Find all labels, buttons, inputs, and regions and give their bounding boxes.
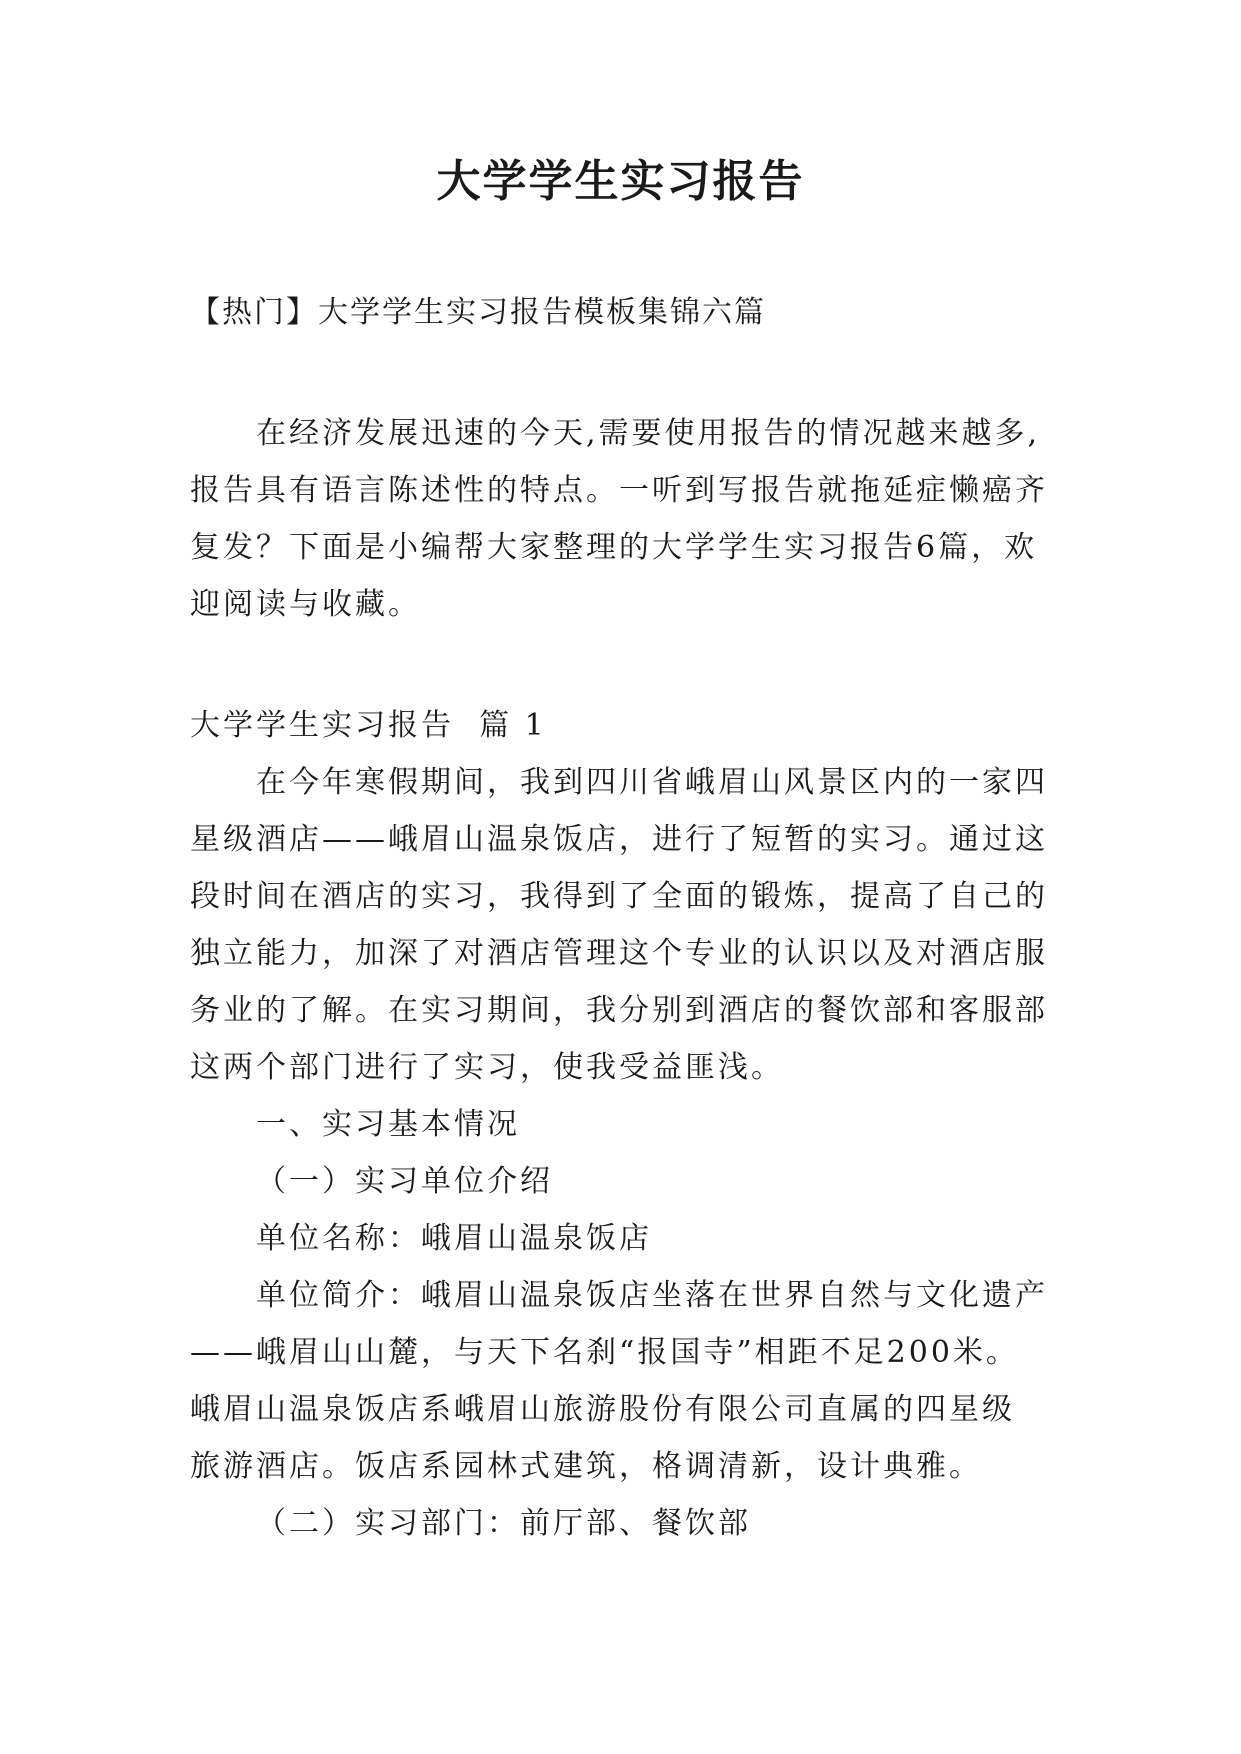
intro-paragraph (190, 405, 1060, 633)
intro-line: 迎阅读与收藏。 (190, 587, 421, 622)
paragraph-line: 段时间在酒店的实习，我得到了全面的锻炼，提高了自己的 (190, 879, 1048, 914)
intro-line: 报告具有语言陈述性的特点。一听到写报告就拖延症懒癌齐 (190, 473, 1048, 508)
intro-line: 在经济发展迅速的今天,需要使用报告的情况越来越多, (256, 416, 1041, 451)
paragraph-line: 这两个部门进行了实习，使我受益匪浅。 (190, 1050, 784, 1085)
paragraph-line: 独立能力，加深了对酒店管理这个专业的认识以及对酒店服 (190, 936, 1048, 971)
heading-level-2: （一）实习单位介绍 (256, 1164, 553, 1199)
document-title: 大学学生实习报告 (436, 156, 805, 207)
intro-line: 复发？下面是小编帮大家整理的大学学生实习报告6篇，欢 (190, 530, 1038, 565)
unit-intro-line: 旅游酒店。饭店系园林式建筑，格调清新，设计典雅。 (190, 1449, 982, 1484)
unit-intro-line: 峨眉山温泉饭店系峨眉山旅游股份有限公司直属的四星级 (190, 1392, 1015, 1427)
unit-intro-line: 单位简介：峨眉山温泉饭店坐落在世界自然与文化遗产 (256, 1278, 1048, 1313)
paragraph-line: 在今年寒假期间，我到四川省峨眉山风景区内的一家四 (256, 765, 1048, 800)
document-subtitle: 【热门】大学学生实习报告模板集锦六篇 (190, 295, 766, 330)
paragraph-line: 星级酒店——峨眉山温泉饭店，进行了短暂的实习。通过这 (190, 822, 1048, 857)
heading-level-1: 一、实习基本情况 (256, 1107, 520, 1142)
unit-intro-line: ——峨眉山山麓，与天下名刹“报国寺”相距不足200米。 (190, 1335, 1019, 1370)
article-body (190, 697, 1060, 1552)
unit-name-line: 单位名称：峨眉山温泉饭店 (256, 1221, 652, 1256)
paragraph-line: 务业的了解。在实习期间，我分别到酒店的餐饮部和客服部 (190, 993, 1048, 1028)
section-heading: 大学学生实习报告 篇 1 (190, 708, 547, 743)
heading-level-2: （二）实习部门：前厅部、餐饮部 (256, 1506, 751, 1541)
